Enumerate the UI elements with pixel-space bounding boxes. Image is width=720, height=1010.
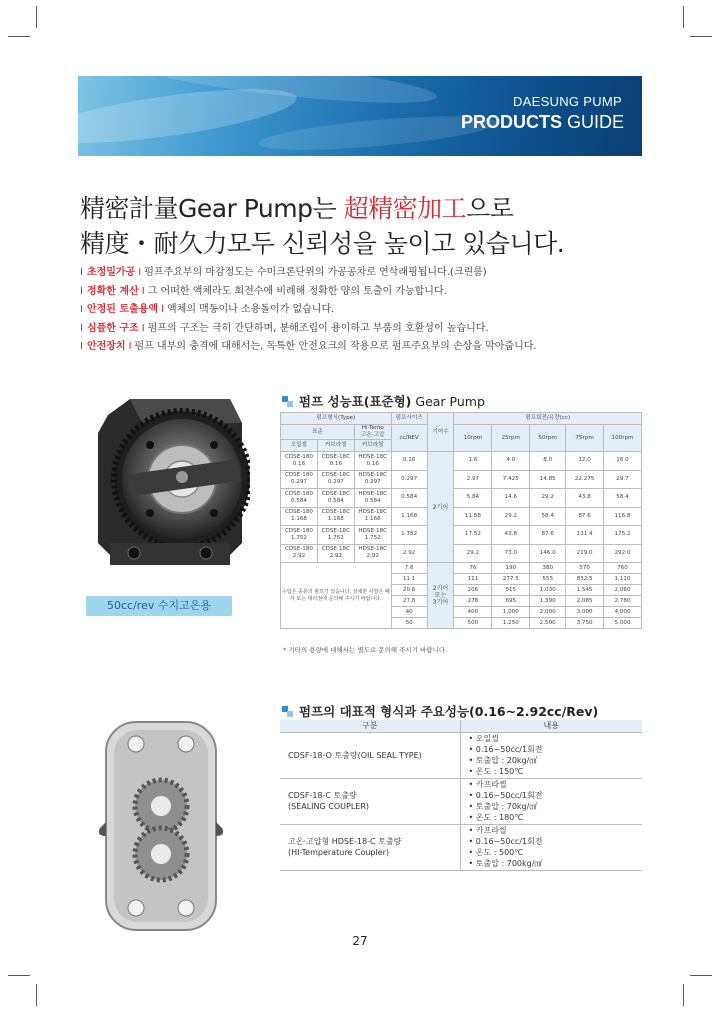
- gear-count-cell: 2기어 또는 3기어: [427, 563, 454, 629]
- brand-name: DAESUNG PUMP: [512, 94, 622, 109]
- crop-mark: [690, 975, 712, 976]
- feature-item: I 정확한 계산 I 그 어떠한 액체라도 회전수에 비례해 정확한 양의 토출이 가능합니다.: [80, 285, 447, 297]
- table-header-row: [280, 720, 642, 732]
- col-header: Hi-Temo 고온·고압: [354, 425, 391, 440]
- performance-table: [280, 412, 642, 629]
- crop-mark: [683, 984, 684, 1006]
- headline: [80, 192, 564, 262]
- spec-table-title: 펌프의 대표적 형식과 주요성능(0.16~2.92cc/Rev): [282, 702, 598, 720]
- gear-count-cell: 2기어: [427, 452, 454, 563]
- table-row: CDSE-180 1.168 CDSE-18C 1.168 HDSE-18C 1.168 1.168 11.68 29.2 58.4 87.6 116.8: [281, 507, 642, 526]
- col-header: 내용: [460, 720, 642, 732]
- col-header: 펌프사이즈: [391, 413, 427, 425]
- col-header: cc/REV: [391, 425, 427, 452]
- section-bullet-icon: [282, 396, 293, 407]
- crop-mark: [36, 984, 37, 1006]
- table-row: CDSF-18-C 토출량 (SEALING COUPLER) • 카프라씰 • 0.16~50cc/1회전 • 토출압 : 70kg/㎠ • 온도 : 180℃: [280, 778, 642, 824]
- crop-mark: [690, 36, 712, 37]
- headline-line-2: 精度・耐久力모두 신뢰성을 높이고 있습니다.: [80, 229, 565, 258]
- crop-mark: [36, 6, 37, 28]
- table-row: 50 500 1,250 2,500 3,750 5,000: [281, 618, 642, 629]
- table-row: 고온·고압형 HDSE-18-C 토출량 (HI-Temperature Coupler) • 카프라씰 • 0.16~50cc/1회전 • 온도 : 500℃ • 토출압 : 700kg/㎠: [280, 824, 642, 870]
- crop-mark: [683, 6, 684, 28]
- feature-item: I 초정밀가공 I 펌프주요부의 마감정도는 수미크론단위의 가공공차로 연삭래핑됩니다.(크린룸): [80, 267, 487, 278]
- col-header: 75rpm: [566, 425, 604, 452]
- page-number: 27: [352, 934, 368, 948]
- table-row: CDSE-180 0.297 CDSE-18C 0.297 HDSE-18C 0.297 0.297 2.97 7.425 14.85 22.275 29.7: [281, 470, 642, 489]
- table-header-row: [281, 425, 642, 440]
- col-header: 10rpm: [454, 425, 492, 452]
- col-header: 펌프회전/유량(cc): [454, 413, 642, 425]
- crop-mark: [8, 36, 30, 37]
- table-header-row: [281, 413, 642, 425]
- col-header: 25rpm: [492, 425, 530, 452]
- feature-item: I 심플한 구조 I 펌프의 구조는 극히 간단하며, 분해조립이 용이하고 부품의 호환성이 높습니다.: [80, 322, 489, 334]
- table-footnote: * 기타의 용량에 대해서는 별도로 문의해 주시기 바랍니다.: [283, 646, 448, 654]
- gear-pump-internal-image: [96, 716, 226, 936]
- col-header: 커브라씰: [354, 440, 391, 452]
- table-row: 수입은 종류의 펌프가 있습니다. 상세한 사항은 폐사 또는 대리점에 문의해 주시기 바랍니다. 7.6 2기어 또는 3기어 76 190 380 570 760: [281, 563, 642, 574]
- table-row: CDSE-180 2.92 CDSE-18C 2.92 HDSE-18C 2.92 2.92 29.2 73.0 146.0 219.0 292.0: [281, 544, 642, 563]
- col-header: 구분: [280, 720, 460, 732]
- table-row: CDSE-180 1.752 CDSE-18C 1.752 HDSE-18C 1.752 1.752 17.52 43.8 87.6 131.4 175.2: [281, 526, 642, 545]
- header-banner: [78, 76, 642, 156]
- table-row: 11.1 111 277.5 555 832.5 1,110: [281, 574, 642, 585]
- performance-table-title: 펌프 성능표(표준형) Gear Pump: [282, 392, 485, 410]
- table-row: 27.8 278 695 1,390 2,085 2,780: [281, 596, 642, 607]
- pump-badge: 50cc/rev 수지고온용: [86, 596, 232, 616]
- headline-line-1: 精密計量Gear Pump는 超精密加工으로: [80, 194, 514, 223]
- col-header: 오일씰: [281, 440, 318, 452]
- spec-table: [280, 720, 642, 871]
- feature-list: [80, 264, 640, 357]
- crop-mark: [8, 975, 30, 976]
- section-bullet-icon: [282, 706, 293, 717]
- col-header: 표준: [281, 425, 355, 440]
- table-row: CDSE-180 0.584 CDSE-18C 0.584 HDSE-18C 0.584 0.584 5.84 14.6 29.2 43.8 58.4: [281, 489, 642, 508]
- table-row: 40 400 1,000 2,000 3,000 4,000: [281, 607, 642, 618]
- table-row: 20.6 206 515 1,030 1,545 2,060: [281, 585, 642, 596]
- table-row: CDSE-180 0.16 CDSE-18C 0.16 HDSE-18C 0.16 0.16 2기어 1.6 4.0 8.0 12.0 16.0: [281, 452, 642, 471]
- col-header: 100rpm: [604, 425, 642, 452]
- col-header: 커브라씰: [317, 440, 354, 452]
- gear-pump-image: [90, 393, 250, 573]
- table-row: CDSF-18-O 토출량(OIL SEAL TYPE) • 오일씰 • 0.16~50cc/1회전 • 토출압 : 20kg/㎠ • 온도 : 150℃: [280, 732, 642, 778]
- table-note: 수입은 종류의 펌프가 있습니다. 상세한 사항은 폐사 또는 대리점에 문의해 주시기 바랍니다.: [281, 563, 392, 629]
- guide-title: PRODUCTS GUIDE: [460, 112, 624, 132]
- col-header: 기어수: [427, 413, 454, 452]
- feature-item: I 안전장치 I 펌프 내부의 충격에 대해서는, 독특한 안전요크의 작용으로 펌프주요부의 손상을 막아줍니다.: [80, 341, 537, 352]
- col-header: 펌프형식(Type): [281, 413, 392, 425]
- feature-item: I 안정된 토출용액 I 액체의 맥동이나 소용돌이가 없습니다.: [80, 304, 335, 315]
- col-header: 50rpm: [530, 425, 566, 452]
